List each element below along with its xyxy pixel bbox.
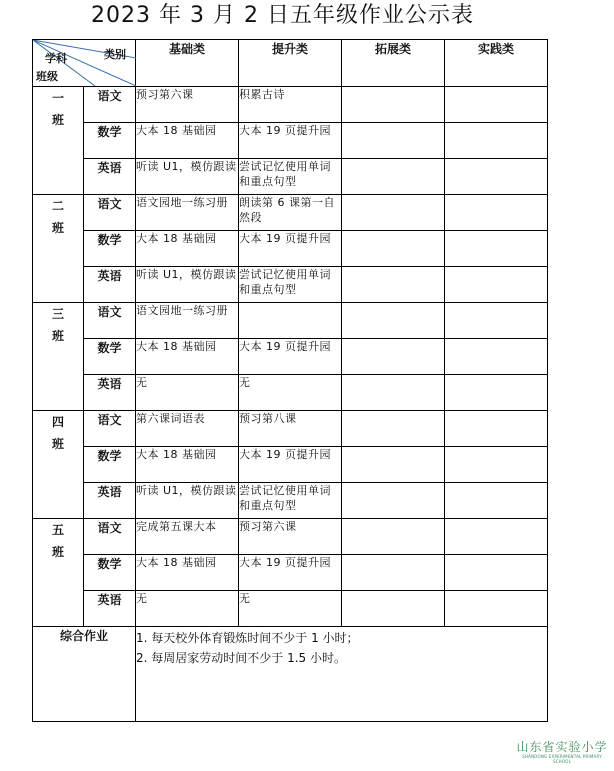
corner-label-subject: 学科 [45, 52, 67, 65]
homework-cell-advanced: 尝试记忆使用单词和重点句型 [239, 159, 342, 195]
homework-cell-advanced: 大本 19 页提升园 [239, 447, 342, 483]
subject-cell: 英语 [84, 483, 136, 519]
homework-cell-practice [445, 267, 548, 303]
subject-cell: 语文 [84, 411, 136, 447]
homework-cell-basic: 语文园地一练习册 [136, 195, 239, 231]
table-row [33, 555, 548, 591]
subject-cell: 数学 [84, 555, 136, 591]
class-name-char: 班 [51, 221, 64, 235]
subject-cell: 语文 [84, 519, 136, 555]
table-row [33, 87, 548, 123]
table-row [33, 267, 548, 303]
homework-cell-practice [445, 303, 548, 339]
school-logo [516, 740, 608, 764]
subject-cell: 英语 [84, 375, 136, 411]
column-header-practice: 实践类 [445, 40, 548, 87]
homework-cell-advanced: 大本 19 页提升园 [239, 555, 342, 591]
homework-cell-basic: 大本 18 基础园 [136, 447, 239, 483]
comprehensive-item: 1. 每天校外体育锻炼时间不少于 1 小时； [136, 631, 359, 645]
homework-cell-basic: 无 [136, 375, 239, 411]
homework-cell-basic: 听读 U1，模仿跟读 [136, 159, 239, 195]
homework-cell-practice [445, 447, 548, 483]
table-row [33, 411, 548, 447]
class-name-char: 班 [51, 329, 64, 343]
subject-cell: 数学 [84, 339, 136, 375]
homework-cell-practice [445, 411, 548, 447]
homework-cell-practice [445, 519, 548, 555]
homework-cell-advanced: 积累古诗 [239, 87, 342, 123]
homework-cell-extended [342, 591, 445, 627]
class-name-char: 五 [51, 523, 64, 537]
homework-cell-basic: 大本 18 基础园 [136, 555, 239, 591]
homework-cell-extended [342, 555, 445, 591]
homework-cell-extended [342, 339, 445, 375]
column-header-basic: 基础类 [136, 40, 239, 87]
class-name-char: 四 [51, 415, 64, 429]
homework-cell-extended [342, 483, 445, 519]
comprehensive-label: 综合作业 [33, 627, 136, 722]
homework-cell-advanced [239, 303, 342, 339]
table-row [33, 447, 548, 483]
homework-cell-extended [342, 375, 445, 411]
header-row [33, 40, 548, 87]
homework-cell-extended [342, 411, 445, 447]
comprehensive-item: 2. 每周居家劳动时间不少于 1.5 小时。 [136, 651, 346, 665]
class-name-char: 二 [51, 199, 64, 213]
homework-cell-extended [342, 123, 445, 159]
table-row [33, 339, 548, 375]
homework-cell-advanced: 朗读第 6 课第一自然段 [239, 195, 342, 231]
corner-label-class: 班级 [36, 70, 58, 83]
homework-cell-extended [342, 267, 445, 303]
table-row [33, 123, 548, 159]
class-name-cell [33, 303, 84, 411]
homework-cell-practice [445, 555, 548, 591]
homework-cell-advanced: 尝试记忆使用单词和重点句型 [239, 483, 342, 519]
homework-cell-advanced: 预习第六课 [239, 519, 342, 555]
corner-label-category: 类别 [104, 48, 126, 61]
homework-cell-practice [445, 339, 548, 375]
corner-cell [33, 40, 136, 87]
class-name-char: 班 [51, 113, 64, 127]
subject-cell: 语文 [84, 87, 136, 123]
homework-cell-practice [445, 87, 548, 123]
table-row [33, 159, 548, 195]
class-name-cell [33, 411, 84, 519]
homework-cell-advanced: 无 [239, 591, 342, 627]
homework-cell-advanced: 预习第八课 [239, 411, 342, 447]
homework-cell-basic: 语文园地一练习册 [136, 303, 239, 339]
table-row [33, 303, 548, 339]
homework-cell-advanced: 大本 19 页提升园 [239, 339, 342, 375]
homework-table [32, 39, 548, 722]
table-row [33, 375, 548, 411]
page-title: 2023 年 3 月 2 日五年级作业公示表 [91, 3, 474, 28]
homework-cell-extended [342, 87, 445, 123]
table-row [33, 195, 548, 231]
homework-cell-basic: 听读 U1，模仿跟读 [136, 267, 239, 303]
table-row [33, 483, 548, 519]
school-logo-chinese: 山东省实验小学 [516, 740, 608, 754]
table-row [33, 231, 548, 267]
homework-cell-basic: 大本 18 基础园 [136, 231, 239, 267]
homework-cell-advanced: 大本 19 页提升园 [239, 231, 342, 267]
class-name-cell [33, 195, 84, 303]
homework-cell-practice [445, 483, 548, 519]
homework-cell-basic: 无 [136, 591, 239, 627]
comprehensive-content [136, 627, 548, 722]
homework-cell-extended [342, 519, 445, 555]
homework-cell-basic: 完成第五课大本 [136, 519, 239, 555]
subject-cell: 英语 [84, 591, 136, 627]
homework-cell-extended [342, 231, 445, 267]
school-logo-english: SHANDONG EXPERIMENTAL PRIMARY SCHOOL [522, 754, 602, 764]
homework-cell-practice [445, 375, 548, 411]
class-name-char: 班 [51, 545, 64, 559]
class-name-cell [33, 87, 84, 195]
homework-cell-extended [342, 447, 445, 483]
homework-cell-extended [342, 303, 445, 339]
homework-cell-basic: 预习第六课 [136, 87, 239, 123]
subject-cell: 英语 [84, 267, 136, 303]
column-header-extended: 拓展类 [342, 40, 445, 87]
column-header-advanced: 提升类 [239, 40, 342, 87]
homework-cell-extended [342, 159, 445, 195]
homework-cell-basic: 第六课词语表 [136, 411, 239, 447]
homework-cell-practice [445, 159, 548, 195]
homework-cell-basic: 听读 U1，模仿跟读 [136, 483, 239, 519]
homework-cell-advanced: 无 [239, 375, 342, 411]
class-name-char: 班 [51, 437, 64, 451]
class-name-char: 三 [51, 307, 64, 321]
homework-cell-practice [445, 123, 548, 159]
subject-cell: 数学 [84, 231, 136, 267]
homework-cell-advanced: 大本 19 页提升园 [239, 123, 342, 159]
subject-cell: 语文 [84, 303, 136, 339]
homework-cell-basic: 大本 18 基础园 [136, 123, 239, 159]
table-row [33, 591, 548, 627]
class-name-char: 一 [51, 91, 64, 105]
homework-cell-basic: 大本 18 基础园 [136, 339, 239, 375]
subject-cell: 数学 [84, 447, 136, 483]
subject-cell: 英语 [84, 159, 136, 195]
table-row [33, 519, 548, 555]
homework-cell-advanced: 尝试记忆使用单词和重点句型 [239, 267, 342, 303]
comprehensive-row [33, 627, 548, 722]
subject-cell: 语文 [84, 195, 136, 231]
class-name-cell [33, 519, 84, 627]
homework-cell-practice [445, 195, 548, 231]
homework-cell-practice [445, 231, 548, 267]
subject-cell: 数学 [84, 123, 136, 159]
homework-cell-extended [342, 195, 445, 231]
homework-cell-practice [445, 591, 548, 627]
